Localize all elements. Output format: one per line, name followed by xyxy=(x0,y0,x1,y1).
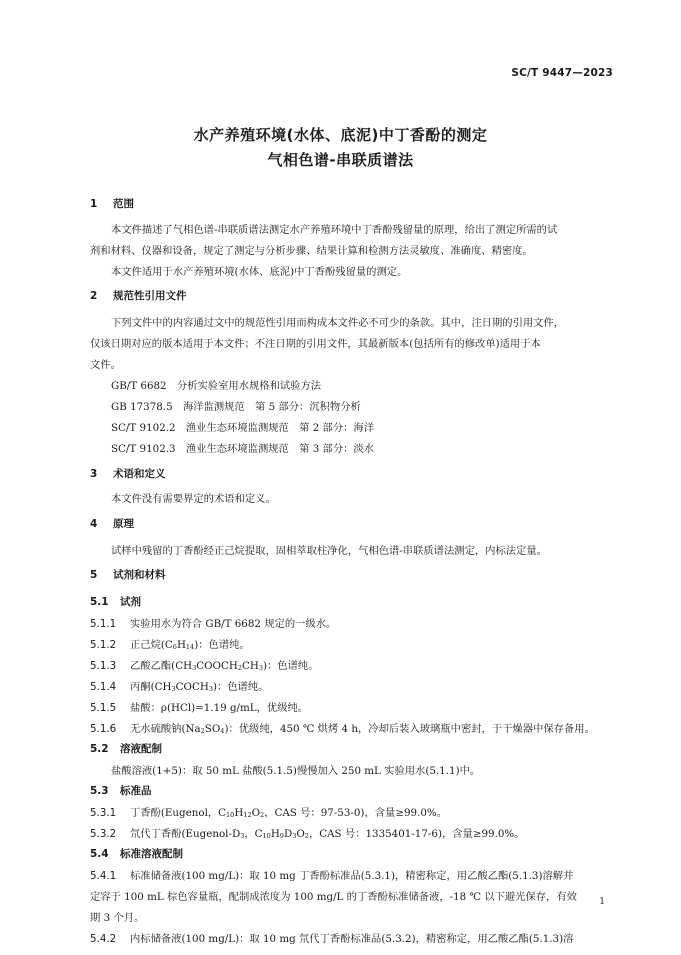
clause-5-4-1 xyxy=(90,867,573,882)
clause-text: 盐酸：ρ(HCl)=1.19 g/mL，优级纯。 xyxy=(130,702,309,714)
clause-text: H xyxy=(270,828,280,840)
clause-5-1-5 xyxy=(90,699,308,714)
subsection-5-1-heading xyxy=(90,594,141,609)
clause-5-3-2 xyxy=(90,825,524,840)
clause-text: 实验用水为符合 GB/T 6682 规定的一级水。 xyxy=(130,618,337,630)
section-number: 4 xyxy=(90,518,98,530)
section-1-heading xyxy=(90,196,134,211)
paragraph-line: 文件。 xyxy=(90,359,121,371)
subscript: 4 xyxy=(220,727,225,735)
subsection-5-2-heading xyxy=(90,741,162,756)
document-title-line1: 水产养殖环境(水体、底泥)中丁香酚的测定 xyxy=(193,126,488,144)
subscript: 10 xyxy=(226,811,235,819)
clause-text: 乙酸乙酯(CH xyxy=(130,660,193,672)
clause-5-3-1 xyxy=(90,804,447,819)
subscript: 6 xyxy=(172,643,177,651)
clause-text: 内标储备液(100 mg/L)：取 10 mg 氘代丁香酚标准品(5.3.2)，精密称定，用乙酸乙酯(5.1.3)溶 xyxy=(130,933,574,945)
clause-text: O xyxy=(251,807,261,819)
clause-number: 5.1.1 xyxy=(90,618,117,630)
clause-number: 5.1.4 xyxy=(90,681,117,693)
document-title-line2: 气相色谱-串联质谱法 xyxy=(267,151,414,169)
section-number: 3 xyxy=(90,468,98,480)
clause-text: ，CAS 号：1335401-17-6)，含量≥99.0%。 xyxy=(308,828,525,840)
paragraph-line: 试样中残留的丁香酚经正己烷提取，固相萃取柱净化，气相色谱-串联质谱法测定，内标法定量。 xyxy=(111,545,547,557)
clause-5-1-1 xyxy=(90,615,336,630)
subscript: 12 xyxy=(243,811,252,819)
clause-number: 5.3.2 xyxy=(90,828,117,840)
section-2-heading xyxy=(90,288,187,303)
clause-text: )：色谱纯。 xyxy=(212,681,269,693)
reference-item: GB 17378.5 海洋监测规范 第 5 部分：沉积物分析 xyxy=(111,401,361,413)
paragraph-line: 本文件没有需要界定的术语和定义。 xyxy=(111,493,276,505)
paragraph-line: 下列文件中的内容通过文中的规范性引用而构成本文件必不可少的条款。其中，注日期的引用文件， xyxy=(111,317,565,329)
section-number: 1 xyxy=(90,198,98,210)
section-3-heading xyxy=(90,466,166,481)
subscript: 3 xyxy=(240,832,245,840)
section-5-heading xyxy=(90,567,166,582)
clause-text: CH xyxy=(241,660,259,672)
clause-5-1-2 xyxy=(90,636,250,651)
subscript: 3 xyxy=(258,664,263,672)
clause-5-1-3 xyxy=(90,657,319,672)
clause-text: ，CAS 号：97-53-0)，含量≥99.0%。 xyxy=(264,807,447,819)
subsection-5-4-heading xyxy=(90,846,183,861)
standard-code: SC/T 9447—2023 xyxy=(511,67,613,79)
section-number: 5.4 xyxy=(90,848,109,860)
clause-text: 丁香酚(Eugenol，C xyxy=(130,807,227,819)
subscript: 2 xyxy=(200,727,205,735)
clause-number: 5.1.2 xyxy=(90,639,117,651)
paragraph-line: 本文件描述了气相色谱-串联质谱法测定水产养殖环境中丁香酚残留量的原理，给出了测定所需的试 xyxy=(111,224,558,236)
section-number: 5.1 xyxy=(90,596,109,608)
section-title: 试剂和材料 xyxy=(113,569,166,581)
clause-5-1-4 xyxy=(90,678,268,693)
clause-5-4-2 xyxy=(90,930,573,945)
reference-item: SC/T 9102.2 渔业生态环境监测规范 第 2 部分：海洋 xyxy=(111,422,375,434)
clause-text: )：色谱纯。 xyxy=(194,639,250,651)
clause-text: 丙酮(CH xyxy=(130,681,172,693)
paragraph-line: 定容于 100 mL 棕色容量瓶，配制成浓度为 100 mg/L 的丁香酚标准储备液，-18 ℃ 以下避光保存，有效 xyxy=(90,891,577,903)
section-title: 原理 xyxy=(113,518,134,530)
reference-item: SC/T 9102.3 渔业生态环境监测规范 第 3 部分：淡水 xyxy=(111,443,375,455)
clause-text: ，C xyxy=(244,828,263,840)
clause-text: O xyxy=(296,828,305,840)
section-title: 溶液配制 xyxy=(120,743,162,755)
section-number: 2 xyxy=(90,290,98,302)
reference-item: GB/T 6682 分析实验室用水规格和试验方法 xyxy=(111,380,322,392)
page-number: 1 xyxy=(599,897,605,907)
paragraph-line: 盐酸溶液(1+5)：取 50 mL 盐酸(5.1.5)慢慢加入 250 mL 实验用水(5.1.1)中。 xyxy=(111,765,481,777)
paragraph-line: 剂和材料、仪器和设备，规定了测定与分析步骤、结果计算和检测方法灵敏度、准确度、精密度。 xyxy=(90,245,533,257)
clause-text: H xyxy=(176,639,186,651)
clause-text: SO xyxy=(204,723,221,735)
section-title: 术语和定义 xyxy=(113,468,166,480)
section-number: 5.2 xyxy=(90,743,109,755)
clause-text: H xyxy=(234,807,244,819)
clause-text: 无水硫酸钠(Na xyxy=(130,723,201,735)
section-title: 范围 xyxy=(113,198,134,210)
clause-text: COCH xyxy=(175,681,209,693)
subscript: 2 xyxy=(304,832,309,840)
clause-text: 标准储备液(100 mg/L)：取 10 mg 丁香酚标准品(5.3.1)，精密称定，用乙酸乙酯(5.1.3)溶解并 xyxy=(130,870,574,882)
section-4-heading xyxy=(90,516,134,531)
clause-text: 氘代丁香酚(Eugenol-D xyxy=(130,828,241,840)
subscript: 10 xyxy=(262,832,271,840)
section-number: 5.3 xyxy=(90,785,109,797)
subscript: 9 xyxy=(279,832,284,840)
section-number: 5 xyxy=(90,569,98,581)
section-title: 标准品 xyxy=(120,785,152,797)
clause-text: )：色谱纯。 xyxy=(262,660,319,672)
clause-number: 5.3.1 xyxy=(90,807,117,819)
subscript: 2 xyxy=(237,664,242,672)
subscript: 2 xyxy=(260,811,265,819)
clause-number: 5.1.3 xyxy=(90,660,117,672)
subscript: 3 xyxy=(171,685,176,693)
subscript: 14 xyxy=(185,643,195,651)
subscript: 3 xyxy=(208,685,213,693)
clause-number: 5.4.1 xyxy=(90,870,117,882)
clause-number: 5.4.2 xyxy=(90,933,117,945)
clause-number: 5.1.5 xyxy=(90,702,117,714)
paragraph-line: 仅该日期对应的版本适用于本文件；不注日期的引用文件，其最新版本(包括所有的修改单)适用于本 xyxy=(90,338,541,350)
subscript: 3 xyxy=(192,664,197,672)
clause-text: )：优级纯，450 ℃ 烘烤 4 h，冷却后装入玻璃瓶中密封，于干燥器中保存备用。 xyxy=(224,723,595,735)
section-title: 规范性引用文件 xyxy=(113,290,187,302)
subscript: 3 xyxy=(292,832,297,840)
clause-5-1-6 xyxy=(90,720,595,735)
clause-number: 5.1.6 xyxy=(90,723,117,735)
paragraph-line: 期 3 个月。 xyxy=(90,912,145,924)
paragraph-line: 本文件适用于水产养殖环境(水体、底泥)中丁香酚残留量的测定。 xyxy=(111,266,408,278)
section-title: 标准溶液配制 xyxy=(120,848,183,860)
clause-text: 正己烷(C xyxy=(130,639,173,651)
subsection-5-3-heading xyxy=(90,783,152,798)
section-title: 试剂 xyxy=(120,596,141,608)
clause-text: COOCH xyxy=(196,660,238,672)
clause-text: D xyxy=(283,828,293,840)
